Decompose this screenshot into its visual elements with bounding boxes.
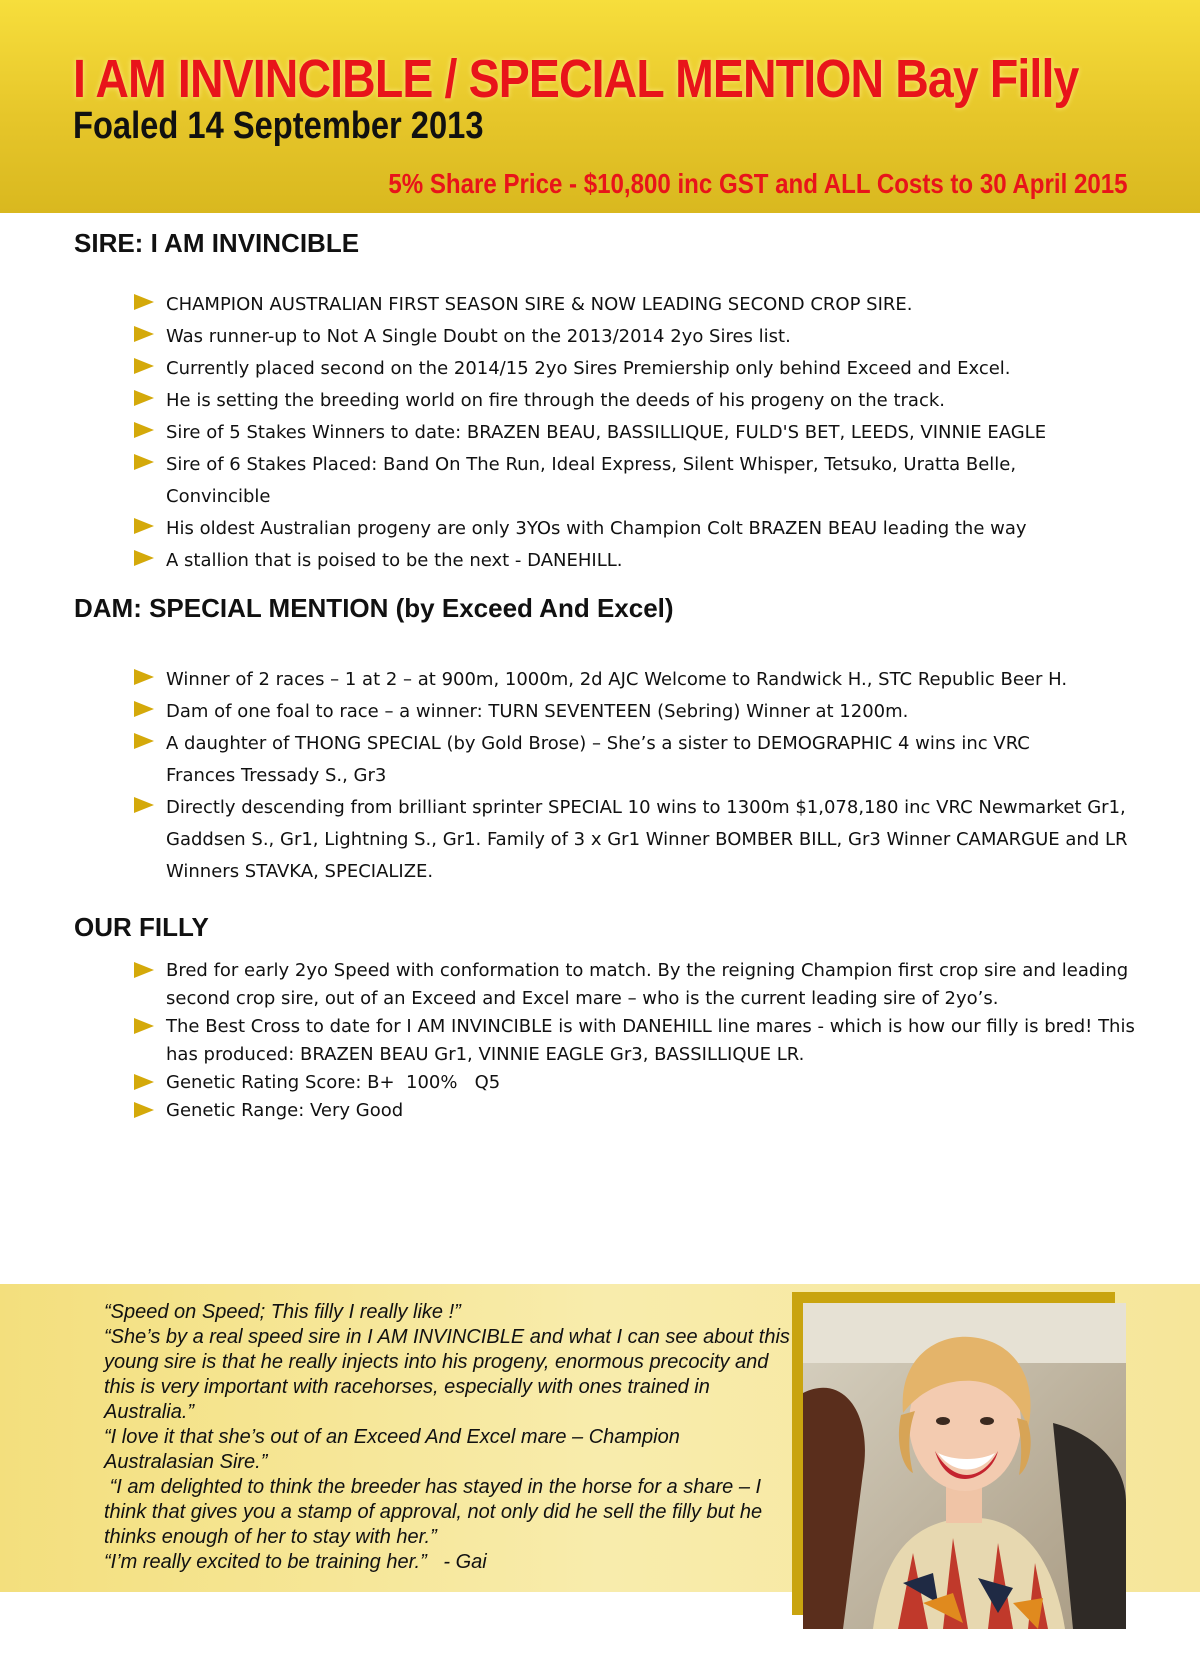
arrow-bullet-icon [134, 1018, 154, 1034]
list-item: Genetic Rating Score: B+ 100% Q5 [134, 1069, 1154, 1097]
arrow-bullet-icon [134, 733, 154, 749]
list-item: Sire of 6 Stakes Placed: Band On The Run, Ideal Express, Silent Whisper, Tetsuko, Uratta Belle, Convincible [134, 449, 1046, 513]
sire-heading: SIRE: I AM INVINCIBLE [74, 228, 360, 258]
list-item: Directly descending from brilliant sprinter SPECIAL 10 wins to 1300m $1,078,180 inc VRC Newmarket Gr1, Gaddsen S., Gr1, Lightning S., Gr1. Family of 3 x Gr1 Winner BOMBER BILL, Gr3 Winner CAMARGUE and LR Winners STAVKA, SPECIALIZE. [134, 792, 1154, 888]
page-title: I AM INVINCIBLE / SPECIAL MENTION Bay Filly [73, 49, 1079, 109]
arrow-bullet-icon [134, 422, 154, 438]
arrow-bullet-icon [134, 701, 154, 717]
arrow-bullet-icon [134, 454, 154, 470]
foaled-date: Foaled 14 September 2013 [73, 105, 484, 147]
arrow-bullet-icon [134, 797, 154, 813]
share-price: 5% Share Price - $10,800 inc GST and ALL Costs to 30 April 2015 [388, 168, 1128, 199]
dam-list [134, 664, 1154, 888]
quote-line: “She’s by a real speed sire in I AM INVINCIBLE and what I can see about this young sire is that he really injects into his progeny, enormous precocity and this is very important with racehorses, especially with ones trained in Australia.” [104, 1326, 790, 1423]
list-item: Bred for early 2yo Speed with conformation to match. By the reigning Champion first crop sire and leading second crop sire, out of an Exceed and Excel mare – who is the current leading sire of 2yo’s. [134, 957, 1154, 1013]
list-item: Dam of one foal to race – a winner: TURN SEVENTEEN (Sebring) Winner at 1200m. [134, 696, 1154, 728]
list-item: CHAMPION AUSTRALIAN FIRST SEASON SIRE & NOW LEADING SECOND CROP SIRE. [134, 289, 1154, 321]
arrow-bullet-icon [134, 962, 154, 978]
list-item: A daughter of THONG SPECIAL (by Gold Brose) – She’s a sister to DEMOGRAPHIC 4 wins inc VRC Frances Tressady S., Gr3 [134, 728, 1086, 792]
list-item: Sire of 5 Stakes Winners to date: BRAZEN BEAU, BASSILLIQUE, FULD'S BET, LEEDS, VINNIE EAGLE [134, 417, 1154, 449]
arrow-bullet-icon [134, 294, 154, 310]
list-item: A stallion that is poised to be the next - DANEHILL. [134, 545, 1154, 577]
trainer-portrait-image [803, 1303, 1126, 1629]
arrow-bullet-icon [134, 358, 154, 374]
list-item: Currently placed second on the 2014/15 2yo Sires Premiership only behind Exceed and Excel. [134, 353, 1154, 385]
arrow-bullet-icon [134, 550, 154, 566]
quote-line: “I’m really excited to be training her.” - Gai [104, 1551, 487, 1573]
header-banner [0, 0, 1200, 213]
arrow-bullet-icon [134, 1074, 154, 1090]
list-item: Winner of 2 races – 1 at 2 – at 900m, 1000m, 2d AJC Welcome to Randwick H., STC Republic Beer H. [134, 664, 1154, 696]
trainer-portrait [803, 1303, 1126, 1629]
list-item: Was runner-up to Not A Single Doubt on the 2013/2014 2yo Sires list. [134, 321, 1154, 353]
arrow-bullet-icon [134, 669, 154, 685]
arrow-bullet-icon [134, 390, 154, 406]
arrow-bullet-icon [134, 326, 154, 342]
list-item: The Best Cross to date for I AM INVINCIBLE is with DANEHILL line mares - which is how our filly is bred! This has produced: BRAZEN BEAU Gr1, VINNIE EAGLE Gr3, BASSILLIQUE LR. [134, 1013, 1154, 1069]
list-item: He is setting the breeding world on fire through the deeds of his progeny on the track. [134, 385, 1154, 417]
quote-line: “I love it that she’s out of an Exceed And Excel mare – Champion Australasian Sire.” [104, 1426, 680, 1473]
arrow-bullet-icon [134, 518, 154, 534]
quote-line: “Speed on Speed; This filly I really like !” [104, 1301, 461, 1323]
quote-line: “I am delighted to think the breeder has stayed in the horse for a share – I think that gives you a stamp of approval, not only did he sell the filly but he thinks enough of her to stay with her.” [104, 1476, 768, 1548]
dam-heading: DAM: SPECIAL MENTION (by Exceed And Excel) [74, 593, 674, 623]
list-item: Genetic Range: Very Good [134, 1097, 1154, 1125]
filly-list [134, 957, 1154, 1125]
trainer-quote [104, 1300, 794, 1575]
sire-list [134, 289, 1154, 577]
arrow-bullet-icon [134, 1102, 154, 1118]
list-item: His oldest Australian progeny are only 3YOs with Champion Colt BRAZEN BEAU leading the way [134, 513, 1154, 545]
filly-heading: OUR FILLY [74, 912, 209, 942]
